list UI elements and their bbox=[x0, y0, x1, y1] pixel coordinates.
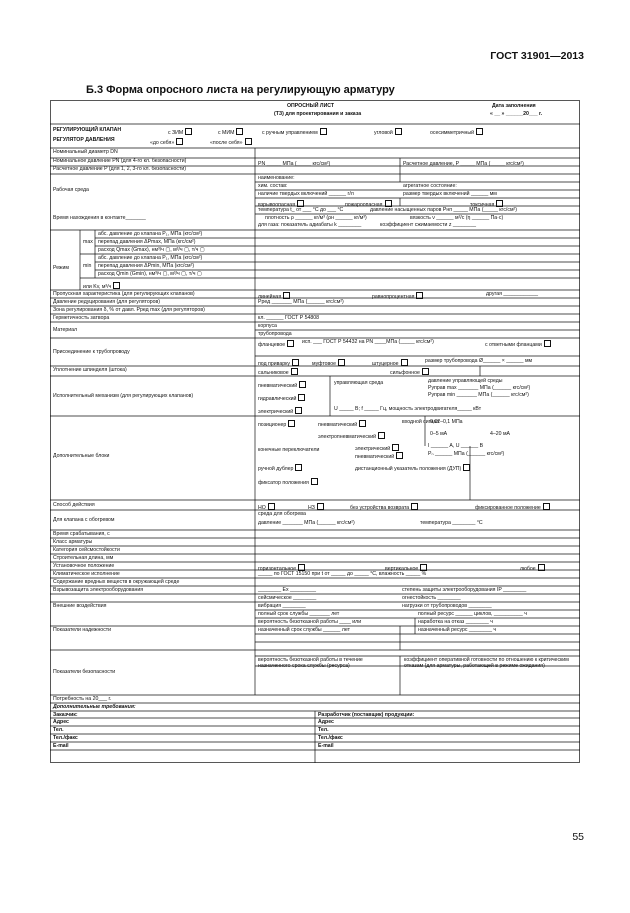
bellows-label: сильфонное bbox=[390, 370, 420, 376]
no-return-label: без устройства возврата bbox=[350, 505, 410, 511]
developer-address[interactable]: Адрес bbox=[318, 719, 334, 725]
mode-dp-min: перепад давления ΔPmin, МПа (кгс/см²) bbox=[98, 263, 195, 269]
signal-4-20: 4–20 мА bbox=[490, 431, 511, 437]
after-checkbox[interactable] bbox=[245, 138, 252, 145]
conn-label: Присоединение к трубопроводу bbox=[53, 349, 130, 355]
gland-label: сальниковое bbox=[258, 370, 289, 376]
expl-label: Взрывозащита электрооборудования bbox=[53, 587, 144, 593]
length-label: Строительная длина, мм bbox=[53, 555, 114, 561]
no-return-checkbox[interactable] bbox=[411, 503, 418, 510]
weld-label: под приварку bbox=[258, 361, 291, 367]
pcalc-value[interactable]: Расчетное давление, P _____ МПа (_____ кгс/см²) bbox=[403, 161, 524, 167]
actuator-label: Исполнительный механизм (для регулирующих клапанов) bbox=[53, 393, 194, 399]
dup-checkbox[interactable] bbox=[463, 464, 470, 471]
manual-checkbox[interactable] bbox=[320, 128, 327, 135]
install-label: Установочное положение bbox=[53, 563, 115, 569]
pn-value[interactable]: PN _____ МПа (_____ кгс/см²) bbox=[258, 161, 331, 167]
linear-label: линейная bbox=[258, 294, 282, 300]
mating-label: с ответными фланцами bbox=[485, 342, 542, 348]
flow-char-label: Пропускная характеристика (для регулирующих клапанов) bbox=[53, 291, 195, 297]
extra-label[interactable]: Дополнительные требования: bbox=[53, 704, 136, 710]
vert-checkbox[interactable] bbox=[420, 564, 427, 571]
explosive-label: взрывоопасная bbox=[258, 202, 296, 208]
standard-number: ГОСТ 31901—2013 bbox=[490, 50, 584, 62]
vert-label: вертикальное bbox=[385, 566, 419, 572]
flange-label: фланцевое bbox=[258, 342, 286, 348]
pos-pneum-label: пневматический bbox=[318, 422, 358, 428]
ls-elec-label: электрический bbox=[355, 446, 391, 452]
env-density[interactable]: плотность ρ ______ кг/м³ (ρн ______ кг/м³) bbox=[265, 215, 367, 221]
weld-checkbox[interactable] bbox=[292, 359, 299, 366]
rel-assigned-life[interactable]: назначенный срок службы ______ лет bbox=[258, 627, 350, 633]
developer-email[interactable]: E-mail bbox=[318, 743, 334, 749]
angle-checkbox[interactable] bbox=[395, 128, 402, 135]
mim-label: с МИМ bbox=[218, 130, 235, 136]
other-field[interactable]: другая ____________ bbox=[486, 291, 538, 297]
max-label: max bbox=[83, 239, 93, 245]
angle-label: угловой bbox=[374, 130, 393, 136]
rel-mtbf[interactable]: наработка на отказ ________ ч bbox=[418, 619, 493, 625]
env-adiabatic[interactable]: для газа: показатель адиабаты k ________ bbox=[258, 222, 362, 228]
flange-checkbox[interactable] bbox=[287, 340, 294, 347]
before-label: «до себя» bbox=[150, 140, 175, 146]
mating-checkbox[interactable] bbox=[544, 340, 551, 347]
reduced-value[interactable]: Pред _______ МПа (______ кгс/см²) bbox=[258, 299, 344, 305]
toxic-checkbox[interactable] bbox=[496, 200, 503, 207]
ext-seismic[interactable]: сейсмическое ________ bbox=[258, 595, 317, 601]
customer-address[interactable]: Адрес bbox=[53, 719, 69, 725]
resp-label: Время срабатывания, с bbox=[53, 531, 110, 537]
safety-coef: коэффициент оперативной готовности по отношению к критическим отказам (для арматуры, работающей в режиме ожидания) bbox=[404, 657, 569, 669]
linear-checkbox[interactable] bbox=[283, 292, 290, 299]
developer-tel[interactable]: Тел. bbox=[318, 727, 329, 733]
ip-field[interactable]: степень защиты электрооборудования IP ________ bbox=[402, 587, 527, 593]
pos-pneum-checkbox[interactable] bbox=[359, 420, 366, 427]
valve-label: РЕГУЛИРУЮЩИЙ КЛАПАН bbox=[53, 127, 122, 133]
mim-checkbox[interactable] bbox=[236, 128, 243, 135]
manual-label: с ручным управлением bbox=[262, 130, 318, 136]
regulator-label: РЕГУЛЯТОР ДАВЛЕНИЯ bbox=[53, 137, 115, 143]
act-hydr-label: гидравлический bbox=[258, 396, 297, 402]
ext-fire[interactable]: огнестойкость ________ bbox=[402, 595, 461, 601]
rel-resource[interactable]: полный ресурс ______ циклов, __________ ч bbox=[418, 611, 527, 617]
rel-label: Показатели надежности bbox=[53, 627, 112, 633]
lock-checkbox[interactable] bbox=[311, 478, 318, 485]
horiz-label: горизонтальное bbox=[258, 566, 297, 572]
horiz-checkbox[interactable] bbox=[298, 564, 305, 571]
seal-label: Уплотнение шпинделя (штока) bbox=[53, 367, 127, 373]
axi-checkbox[interactable] bbox=[476, 128, 483, 135]
after-label: «после себя» bbox=[210, 140, 243, 146]
fire-label: пожароопасная bbox=[345, 202, 383, 208]
mode-p1-min: абс. давление до клапана P₁, МПа (кгс/см²) bbox=[98, 255, 203, 261]
act-elec-checkbox[interactable] bbox=[295, 407, 302, 414]
need-label[interactable]: Потребность на 20___ г. bbox=[53, 696, 112, 702]
fixed-label: фиксированное положение bbox=[475, 505, 541, 511]
tight-value[interactable]: кл. ______ ГОСТ Р 54808 bbox=[258, 315, 320, 321]
env-label: Рабочая среда bbox=[53, 187, 89, 193]
env-chem[interactable]: хим. состав: bbox=[258, 183, 288, 189]
limit-switches: конечные переключатели bbox=[258, 447, 320, 453]
seismic-label: Категория сейсмостойкости bbox=[53, 547, 120, 553]
dup-label: дистанционный указатель положения (ДУП) bbox=[355, 466, 462, 472]
developer-label: Разработчик (поставщик) продукции: bbox=[318, 712, 415, 718]
ls-pneum-label: пневматический bbox=[355, 454, 395, 460]
positioner-label: позиционер bbox=[258, 422, 287, 428]
customer-tel[interactable]: Тел. bbox=[53, 727, 64, 733]
env-solids-size[interactable]: размер твердых включений ______ мм bbox=[403, 191, 497, 197]
ext-label: Внешние воздействия bbox=[53, 603, 107, 609]
no-label: НО bbox=[258, 505, 266, 511]
env-viscosity[interactable]: вязкость ν ______ м²/с (η ______ Па·с) bbox=[410, 215, 504, 221]
act-pneum-label: пневматический bbox=[258, 383, 298, 389]
section-title: Б.3 Форма опросного листа на регулирующую арматуру bbox=[86, 84, 395, 96]
env-state[interactable]: агрегатное состояние: bbox=[403, 183, 457, 189]
elec-params[interactable]: U _____ В; f _____ Гц, мощность электродвигателя_____ кВт bbox=[334, 406, 482, 412]
no-checkbox[interactable] bbox=[268, 503, 275, 510]
coupling-checkbox[interactable] bbox=[338, 359, 345, 366]
pipe-size[interactable]: размер трубопровода Ø______ × ______ мм bbox=[425, 358, 533, 364]
control-pmin[interactable]: Pуправ min _______ МПа (______ кгс/см²) bbox=[428, 392, 529, 398]
ls-pneum-checkbox[interactable] bbox=[396, 452, 403, 459]
material-pipe[interactable]: трубопровода bbox=[258, 331, 292, 337]
date-label: Дата заполнения bbox=[492, 103, 536, 109]
manual-override-checkbox[interactable] bbox=[295, 464, 302, 471]
mode-dp-max: перепад давления ΔPmax, МПа (кгс/см²) bbox=[98, 239, 196, 245]
rel-life[interactable]: полный срок службы _______ лет bbox=[258, 611, 340, 617]
material-body[interactable]: корпуса bbox=[258, 323, 277, 329]
ls-elec-checkbox[interactable] bbox=[392, 444, 399, 451]
gland-checkbox[interactable] bbox=[291, 368, 298, 375]
fixed-checkbox[interactable] bbox=[543, 503, 550, 510]
customer-label: Заказчик: bbox=[53, 712, 78, 718]
questionnaire-form bbox=[50, 100, 580, 763]
equal-checkbox[interactable] bbox=[416, 292, 423, 299]
mode-q-min[interactable]: расход Qmin (Gmin), нм³/ч ▢, м³/ч ▢, т/ч ▢ bbox=[98, 271, 202, 277]
env-compress[interactable]: коэффициент сжимаемости z ________ bbox=[380, 222, 476, 228]
safety-prob: вероятность безотказной работы в течение назначенного срока службы (ресурса) bbox=[258, 657, 363, 669]
heated-label: Для клапана с обогревом bbox=[53, 517, 115, 523]
kv-label: или Kv, м³/ч bbox=[83, 284, 112, 290]
ls-pneum-params[interactable]: Pₙ ______ МПа (______ кгс/см²) bbox=[428, 451, 505, 457]
ext-loads[interactable]: нагрузки от трубопроводов ________ bbox=[402, 603, 492, 609]
kv-checkbox[interactable] bbox=[113, 282, 120, 289]
act-elec-label: электрический bbox=[258, 409, 294, 415]
manual-override-label: ручной дублер bbox=[258, 466, 294, 472]
flange-spec[interactable]: исп. ___ ГОСТ Р 54432 на PN ____МПа (_____ кгс/см²) bbox=[302, 339, 434, 345]
pos-elec-checkbox[interactable] bbox=[378, 432, 385, 439]
fitting-checkbox[interactable] bbox=[401, 359, 408, 366]
blocks-label: Дополнительные блоки bbox=[53, 453, 110, 459]
ls-elec-params[interactable]: I ______ A, U ______ В bbox=[428, 443, 484, 449]
env-temp[interactable]: температура t_ от ___ °С до ___ °С bbox=[258, 207, 344, 213]
climate-value[interactable]: _____ по ГОСТ 15150 при t от _____ до _____ °С, влажность _____ % bbox=[258, 571, 427, 577]
developer-fax[interactable]: Тел./факс bbox=[318, 735, 343, 741]
safety-label: Показатели безопасности bbox=[53, 669, 116, 675]
page-number: 55 bbox=[572, 831, 584, 843]
act-hydr-checkbox[interactable] bbox=[298, 394, 305, 401]
heat-temp[interactable]: температура ________ °С bbox=[420, 520, 483, 526]
material-label: Материал bbox=[53, 327, 78, 333]
any-checkbox[interactable] bbox=[538, 564, 545, 571]
customer-email[interactable]: E-mail bbox=[53, 743, 69, 749]
pcalc-label: Расчетное давление P (для 1, 2, 3-го кл. безопасности) bbox=[53, 166, 186, 172]
zim-checkbox[interactable] bbox=[185, 128, 192, 135]
act-pneum-checkbox[interactable] bbox=[299, 381, 306, 388]
pos-elec-label: электропневматический bbox=[318, 434, 377, 440]
nz-label: НЗ bbox=[308, 505, 315, 511]
reduced-label: Давление редуцирования (для регуляторов) bbox=[53, 299, 161, 305]
rel-assigned-res[interactable]: назначенный ресурс ________ ч bbox=[418, 627, 497, 633]
equal-label: равнопроцентная bbox=[372, 294, 415, 300]
before-checkbox[interactable] bbox=[176, 138, 183, 145]
ext-vibration[interactable]: вибрация ________ bbox=[258, 603, 306, 609]
pn-label: Номинальное давление PN (для 4-го кл. безопасности) bbox=[53, 158, 187, 164]
climate-label: Климатическое исполнение bbox=[53, 571, 120, 577]
heat-pressure[interactable]: давление _______ МПа (______ кгс/см²) bbox=[258, 520, 355, 526]
fire-checkbox[interactable] bbox=[385, 200, 392, 207]
tight-label: Герметичность затвора bbox=[53, 315, 110, 321]
control-medium[interactable]: управляющая среда bbox=[334, 380, 384, 386]
class-label: Класс арматуры bbox=[53, 539, 93, 545]
signal-pneum: 0,02–0,1 МПа bbox=[430, 419, 463, 425]
mode-q-max[interactable]: расход Qmax (Gmax), нм³/ч ▢, м³/ч ▢, т/ч ▢ bbox=[98, 247, 205, 253]
env-solids[interactable]: наличие твердых включений ______ г/л bbox=[258, 191, 354, 197]
input-signal: входной сигнал bbox=[402, 419, 440, 425]
contact-label: Время нахождения в контакте_______ bbox=[53, 215, 146, 221]
ex-field[interactable]: ________ Ex _________ bbox=[258, 587, 316, 593]
mode-p1-max: абс. давление до клапана P₁, МПа (кгс/см²) bbox=[98, 231, 203, 237]
explosive-checkbox[interactable] bbox=[297, 200, 304, 207]
customer-fax[interactable]: Тел./факс bbox=[53, 735, 78, 741]
zim-label: с ЗИМ bbox=[168, 130, 184, 136]
toxic-label: токсичная bbox=[470, 202, 495, 208]
heat-medium[interactable]: среда для обогрева bbox=[258, 511, 306, 517]
control-pressure: давление управляющей среды bbox=[428, 378, 503, 384]
lock-label: фиксатор положения bbox=[258, 480, 309, 486]
coupling-label: муфтовое bbox=[312, 361, 336, 367]
form-subtitle: (ТЗ) для проектирования и заказа bbox=[274, 111, 362, 117]
any-label: любое bbox=[520, 566, 536, 572]
axi-label: осесимметричный bbox=[430, 130, 475, 136]
dn-label: Номинальный диаметр DN bbox=[53, 149, 118, 155]
bellows-checkbox[interactable] bbox=[422, 368, 429, 375]
date-field[interactable]: « __ » ______20___ г. bbox=[490, 111, 543, 117]
env-name[interactable]: наименование: bbox=[258, 175, 295, 181]
fitting-label: штуцерное bbox=[372, 361, 399, 367]
mode-label: Режим bbox=[53, 265, 69, 271]
form-title: ОПРОСНЫЙ ЛИСТ bbox=[287, 103, 335, 109]
control-pmax[interactable]: Pуправ max _______ МПа (______ кгс/см²) bbox=[428, 385, 531, 391]
min-label: min bbox=[83, 263, 92, 269]
harm-label: Содержание вредных веществ в окружающей среде bbox=[53, 579, 180, 585]
action-label: Способ действия bbox=[53, 502, 95, 508]
rel-prob[interactable]: вероятность безотказной работы ____ или bbox=[258, 619, 362, 625]
signal-0-5: 0–5 мА bbox=[430, 431, 448, 437]
nz-checkbox[interactable] bbox=[317, 503, 324, 510]
positioner-checkbox[interactable] bbox=[288, 420, 295, 427]
zone-label: Зона регулирования δ, % от давл. Pред max (для регуляторов) bbox=[53, 307, 205, 313]
env-vapor[interactable]: давление насыщенных паров Pнп _____ МПа (_____ кгс/см²) bbox=[370, 207, 517, 213]
